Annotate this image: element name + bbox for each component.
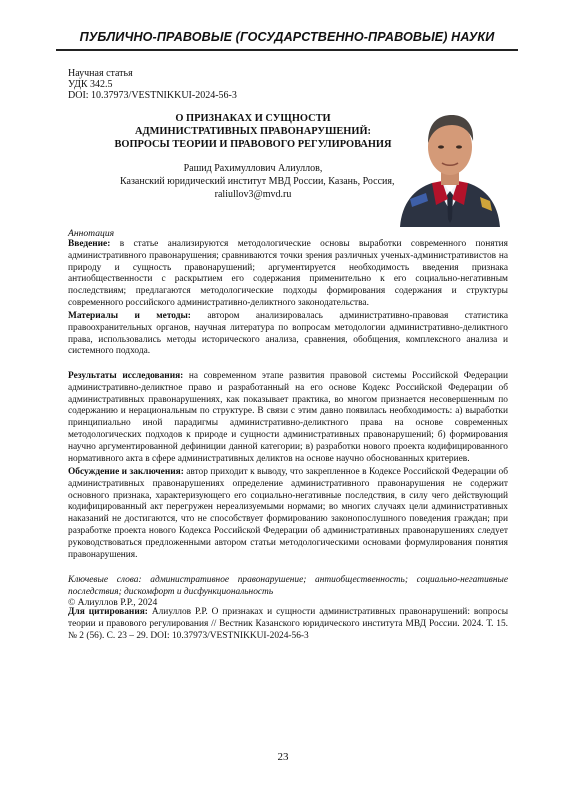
author-affiliation: Казанский юридический институт МВД России, Казань, Россия, [120,176,395,187]
title-line: ВОПРОСЫ ТЕОРИИ И ПРАВОВОГО РЕГУЛИРОВАНИЯ [114,139,392,150]
citation-lead: Для цитирования: [68,607,148,617]
author-block [120,162,395,201]
citation-text: Алиуллов Р.Р. О признаках и сущности административных правонарушений: вопросы теории и правового регулирования // Вестник Казанского юридического института МВД России. 2024. Т. 15. № 2 (56). С. 23 – 29. DOI: 10.37973/VESTNIKKUI-2024-56-3 [68,607,508,641]
author-photo [396,103,504,227]
header-divider [56,49,518,51]
abstract-discussion [68,467,508,561]
article-title [95,112,411,151]
keywords: Ключевые слова: административное правонарушение; антиобщественность; социально-негативные последствия; дискомфорт и дисфункциональность [68,575,508,597]
section-lead: Результаты исследования: [68,371,184,381]
abstract-methods [68,311,508,358]
article-meta [68,68,237,102]
abstract-label: Аннотация [68,228,115,239]
udk-code: УДК 342.5 [68,79,113,91]
journal-section-header: ПУБЛИЧНО-ПРАВОВЫЕ (ГОСУДАРСТВЕННО-ПРАВОВЫЕ) НАУКИ [79,30,495,44]
abstract-results [68,371,508,465]
article-type: Научная статья [68,68,133,79]
copyright-notice: © Алиуллов Р.Р., 2024 [68,597,158,608]
page-number: 23 [277,751,289,763]
doi: DOI: 10.37973/VESTNIKKUI-2024-56-3 [68,90,237,102]
author-name: Рашид Рахимуллович Алиуллов, [183,163,323,174]
abstract-introduction [68,239,508,310]
title-line: О ПРИЗНАКАХ И СУЩНОСТИ [175,113,331,124]
section-text: автор приходит к выводу, что закрепленное в Кодексе Российской Федерации об административных правонарушениях определение административного правонарушения не содержит основного признака, характеризующего его социально-негативные последствия, в силу чего действующий кодифицированный акт перегружен нереализуемыми нормами; во многих случаях цели административных наказаний не достигаются, что не способствует формированию законопослушного поведения граждан; при разработке проекта нового Кодекса Российской Федерации об административных правонарушениях следует руководствоваться предложенными автором статьи методологическими основами формулирования понятия правонарушения. [68,467,508,560]
section-text: на современном этапе развития правовой системы Российской Федерации административно-деликтное право и разработанный на его основе Кодекс Российской Федерации об административных правонарушениях, как показывает практика, во многом признается несовершенным по содержанию и нерациональным по структуре. В связи с этим давно появилась необходимость: а) выработки принципиально иной парадигмы административно-деликтного права на основе современных методологических подходов к природе и сущности административных правонарушений; б) формирования научно аргументированной дефиниции данной категории; в) разработки нового проекта кодифицированного нормативного акта в сфере административных деликтов на основе научно обоснованных критериев. [68,371,509,464]
section-lead: Обсуждение и заключения: [68,467,184,477]
author-portrait-image [396,103,504,227]
section-text: автором анализировалась административно-правовая статистика правоохранительных органов, научная литература по вопросам методологии административно-деликтного права, использовались методы исторического анализа, сравнения, обобщения, комплексного анализа и системного подхода. [68,311,508,357]
author-email: raliullov3@mvd.ru [214,189,292,200]
section-lead: Материалы и методы: [68,311,191,321]
title-line: АДМИНИСТРАТИВНЫХ ПРАВОНАРУШЕНИЙ: [134,126,372,137]
section-lead: Введение: [68,239,111,249]
section-text: в статье анализируются методологические основы выработки современного понятия административного правонарушения; сравниваются точки зрения различных ученых-административистов на природу и сущность правонарушений; аргументируется необходимость введения признака антиобщественности с раскрытием его содержания применительно к его социально-негативным последствиям; предлагаются методологические подходы формирования содержания и структуры современного российского административно-деликтного законодательства. [68,239,508,308]
citation [68,607,508,642]
